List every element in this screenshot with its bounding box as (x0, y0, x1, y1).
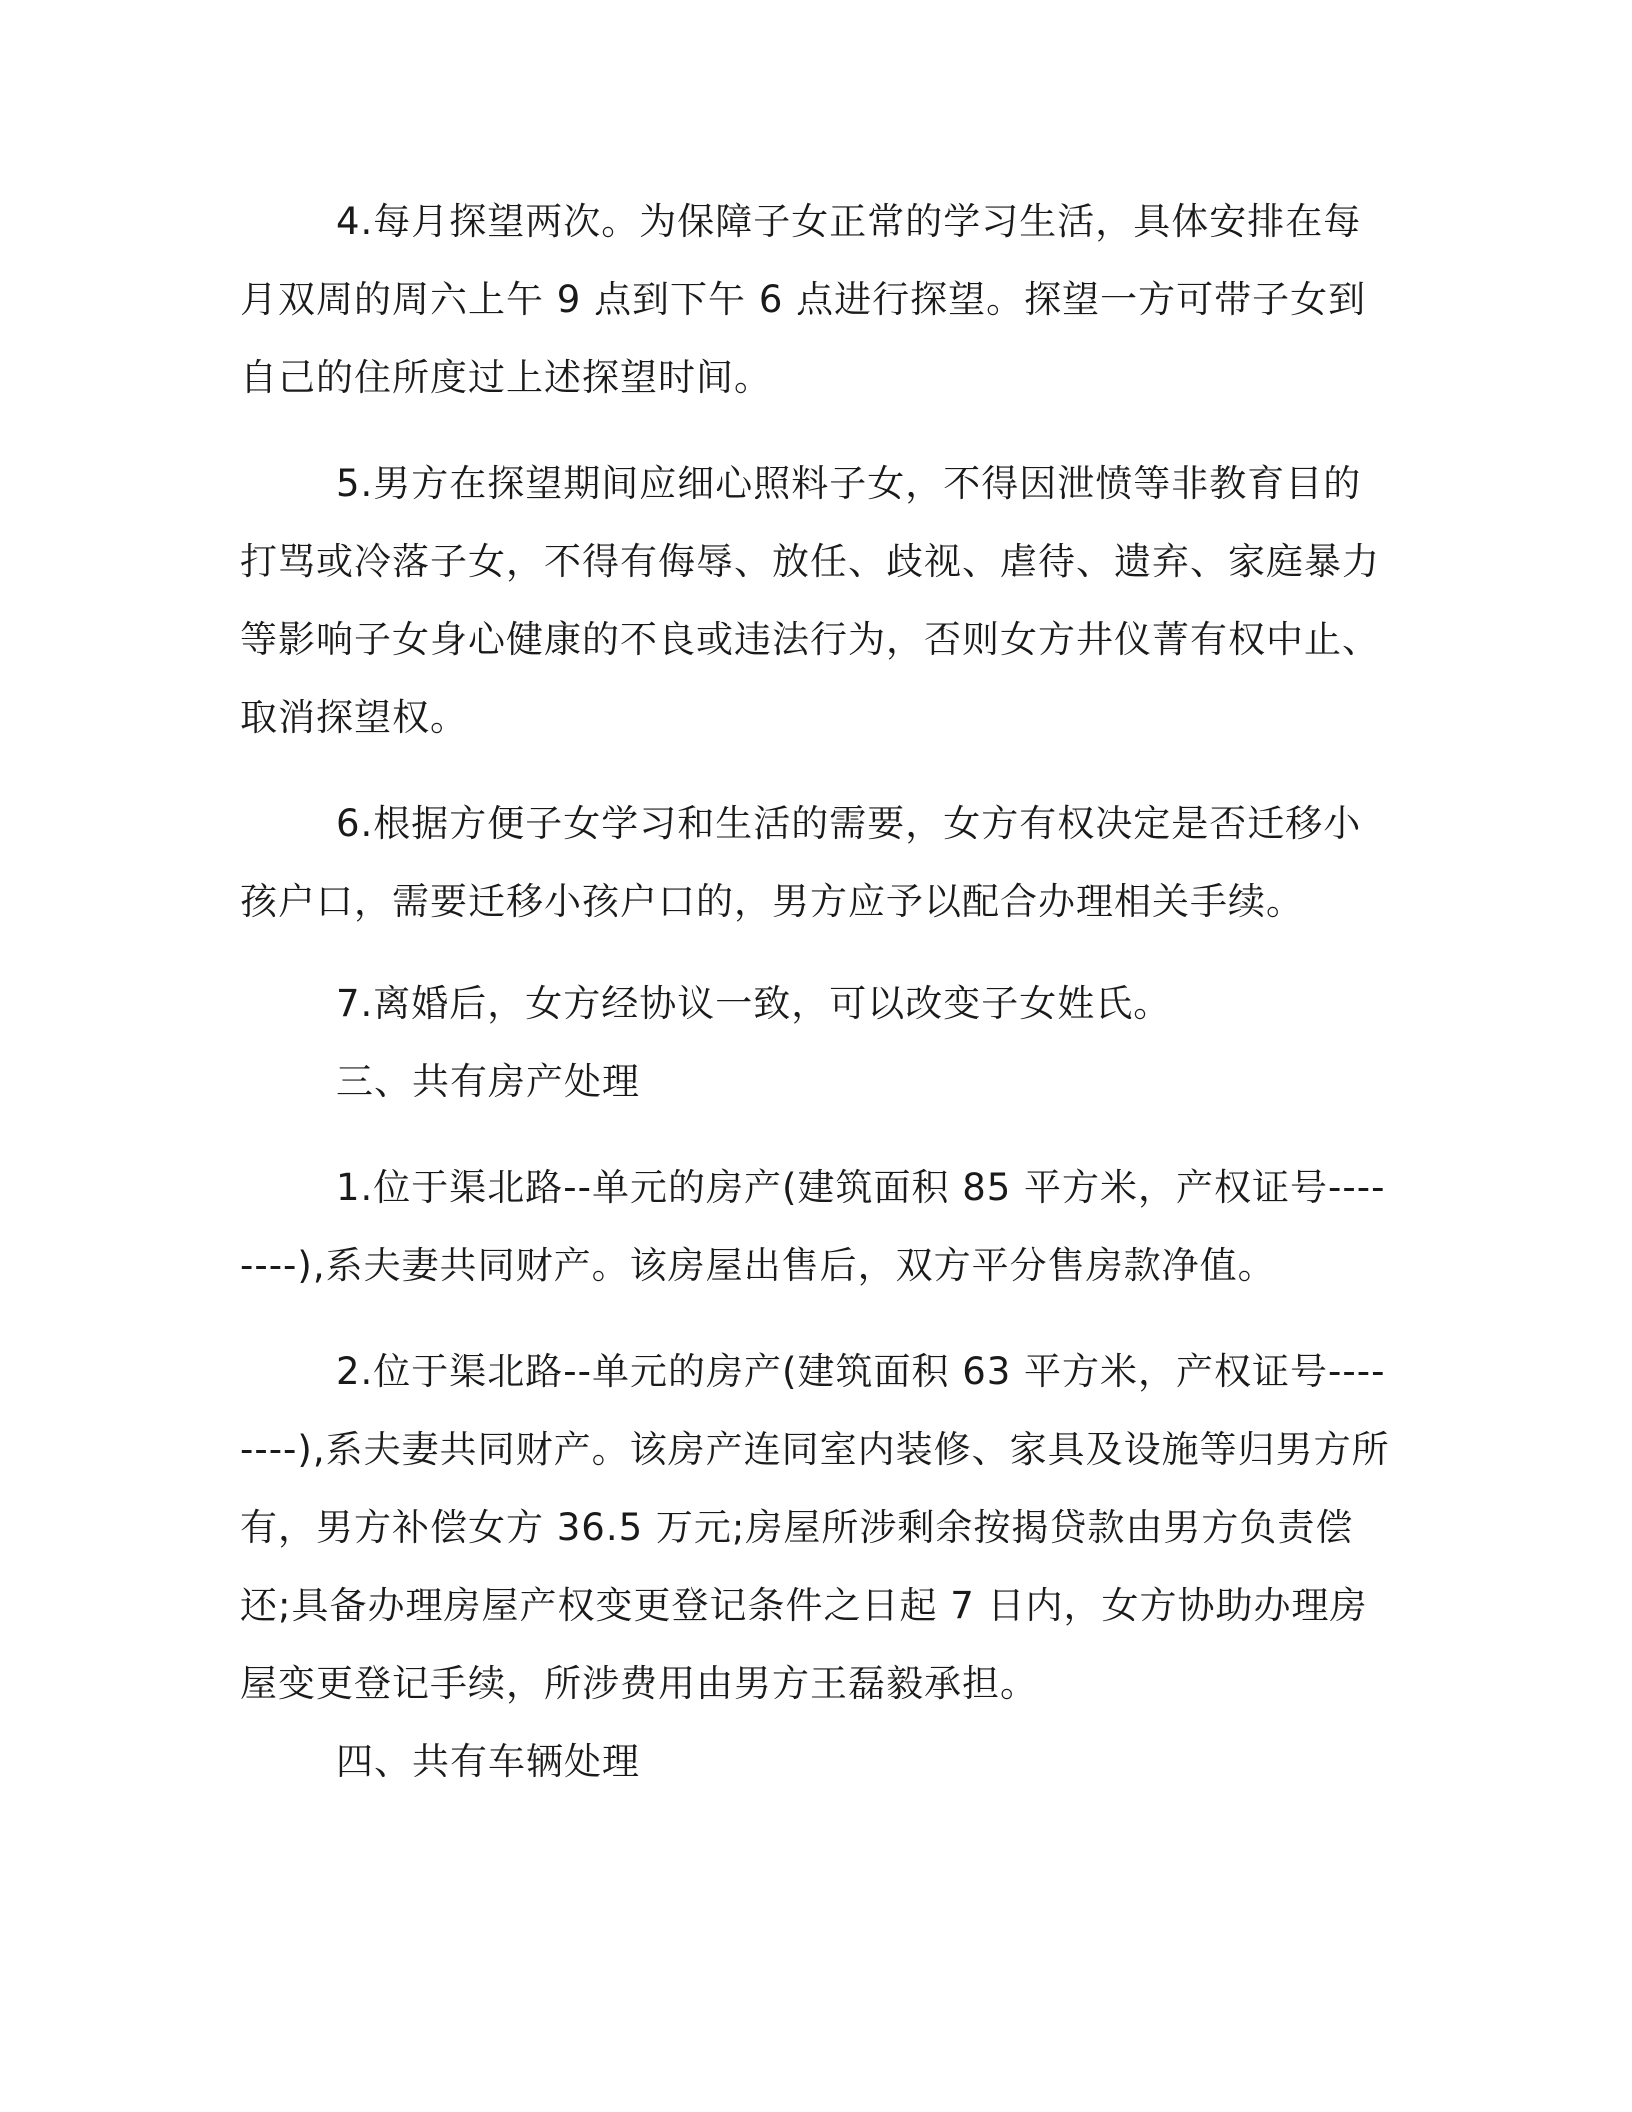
paragraph-property-2: 2.位于渠北路--单元的房产(建筑面积 63 平方米，产权证号--------),系夫妻共同财产。该房产连同室内装修、家具及设施等归男方所有，男方补偿女方 36.5 万元;房屋所涉剩余按揭贷款由男方负责偿还;具备办理房屋产权变更登记条件之日起 7 日内，女方协助办理房屋变更登记手续，所涉费用由男方王磊毅承担。 (240, 1350, 1390, 1705)
paragraph-visitation-schedule: 4.每月探望两次。为保障子女正常的学习生活，具体安排在每月双周的周六上午 9 点到下午 6 点进行探望。探望一方可带子女到自己的住所度过上述探望时间。 (240, 200, 1367, 399)
paragraph-property-1: 1.位于渠北路--单元的房产(建筑面积 85 平方米，产权证号--------),系夫妻共同财产。该房屋出售后，双方平分售房款净值。 (240, 1166, 1386, 1287)
document-body (240, 183, 1390, 1801)
paragraph-household-registration: 6.根据方便子女学习和生活的需要，女方有权决定是否迁移小孩户口，需要迁移小孩户口的，男方应予以配合办理相关手续。 (240, 802, 1362, 923)
paragraph-surname-change: 7.离婚后，女方经协议一致，可以改变子女姓氏。 (336, 982, 1172, 1025)
section-heading-property: 三、共有房产处理 (336, 1060, 640, 1103)
section-heading-vehicles: 四、共有车辆处理 (336, 1740, 640, 1783)
paragraph-visitation-conduct: 5.男方在探望期间应细心照料子女，不得因泄愤等非教育目的打骂或冷落子女，不得有侮辱、放任、歧视、虐待、遗弃、家庭暴力等影响子女身心健康的不良或违法行为，否则女方井仪菁有权中止、取消探望权。 (240, 462, 1380, 739)
